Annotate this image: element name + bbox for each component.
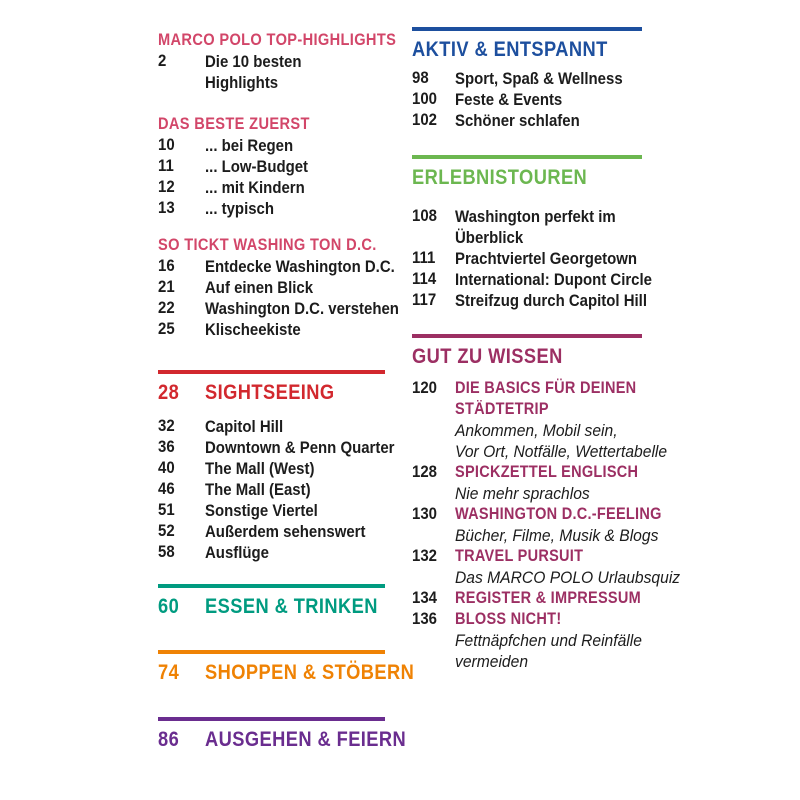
entry-topic-title-line-text: TRAVEL PURSUIT [455,547,584,565]
entry-text [455,546,681,588]
toc-entry [158,135,398,156]
entry-page-number-text: 11 [158,156,174,175]
section-entries [158,256,398,340]
entry-page-number-text: 100 [412,89,437,108]
entry-line [455,89,662,110]
entry-page-number-text: 134 [412,588,437,607]
entry-page-number [412,290,455,311]
entry-line-text: Washington perfekt im [455,207,616,226]
entry-line [205,72,398,93]
entry-page-number-text: 108 [412,206,437,225]
toc-entry [412,588,662,609]
entry-page-number-text: 12 [158,177,175,196]
entry-topic-title-line-text: WASHINGTON D.C.-FEELING [455,505,662,523]
entry-line-text: Highlights [205,73,279,92]
toc-entry [412,609,662,672]
entry-line-text: Ausflüge [205,543,270,562]
entry-page-number-text: 2 [158,51,167,70]
toc-entry [412,269,662,290]
section-title-text: MARCO POLO TOP-HIGHLIGHTS [158,30,397,49]
entry-subtitle-line [455,525,662,546]
toc-section [158,650,415,685]
entry-text [205,177,398,198]
entry-line-text: Feste & Events [455,90,563,109]
section-entries [158,135,398,219]
entry-page-number [158,135,205,156]
section-title [205,727,442,752]
toc-section [412,334,681,672]
entry-line-text: The Mall (East) [205,480,311,499]
toc-entry [158,500,398,521]
entry-page-number [158,437,205,458]
entry-page-number-text: 136 [412,609,437,628]
entry-page-number [158,156,205,177]
section-rule [412,155,642,159]
entry-line-text: Schöner schlafen [455,111,580,130]
chapter-page-number-text: 74 [158,660,180,684]
section-title [412,165,618,190]
entry-page-number [412,546,455,588]
entry-text [205,437,398,458]
entry-subtitle-line-text: vermeiden [455,652,529,671]
chapter-page-number-text: 86 [158,727,180,751]
entry-page-number [158,500,205,521]
entry-text [455,609,662,672]
entry-text [205,479,398,500]
toc-section [158,113,398,219]
toc-entry [158,521,398,542]
section-title-text: SIGHTSEEING [205,380,335,404]
toc-entry [412,68,662,89]
entry-text [455,462,662,504]
entry-text [455,588,662,609]
toc-entry [412,378,668,462]
entry-page-number-text: 51 [158,500,175,519]
entry-line [205,277,398,298]
entry-line [205,479,398,500]
entry-page-number-text: 25 [158,319,175,338]
entry-topic-title-line-text: STÄDTETRIP [455,400,549,418]
entry-page-number-text: 52 [158,521,175,540]
entry-page-number [158,198,205,219]
section-title [412,37,642,62]
entry-subtitle-line-text: Nie mehr sprachlos [455,484,590,503]
entry-line-text: ... bei Regen [205,136,294,155]
toc-section [412,155,662,311]
entry-subtitle-line [455,441,668,462]
entry-page-number-text: 36 [158,437,175,456]
entry-text [205,256,398,277]
toc-entry [158,51,398,93]
toc-section [412,27,662,131]
toc-entry [158,437,398,458]
entry-page-number-text: 132 [412,546,437,565]
entry-line [455,248,662,269]
entry-page-number-text: 114 [412,269,437,288]
section-title-text: SHOPPEN & STÖBERN [205,660,415,684]
section-title [205,380,357,405]
section-rule [412,27,642,31]
chapter-heading [158,380,398,405]
toc-section [158,234,398,340]
toc-entry [158,277,398,298]
entry-page-number [158,479,205,500]
entry-line [205,156,398,177]
section-rule [158,370,385,374]
entry-topic-title-line [455,378,662,399]
entry-page-number-text: 40 [158,458,175,477]
entry-line-text: Überblick [455,228,524,247]
entry-subtitle-line-text: Ankommen, Mobil sein, [455,421,618,440]
left-column [158,29,415,752]
entry-line [455,206,662,227]
entry-page-number [412,206,455,248]
toc-entry [412,89,662,110]
toc-entry [412,546,681,588]
entry-page-number-text: 111 [412,248,436,267]
entry-page-number-text: 130 [412,504,437,523]
section-title [205,594,408,619]
entry-line-text: ... typisch [205,199,275,218]
entry-page-number [158,416,205,437]
entry-line [205,521,398,542]
entry-line [205,416,398,437]
entry-line-text: Streifzug durch Capitol Hill [455,291,647,310]
entry-page-number-text: 32 [158,416,175,435]
entry-subtitle-line-text: Vor Ort, Notfälle, Wettertabelle [455,442,668,461]
section-entries [412,68,662,131]
section-title-text: ESSEN & TRINKEN [205,594,378,618]
chapter-heading [412,344,662,369]
entry-subtitle-line [455,420,662,441]
toc-section [158,584,398,619]
section-title [158,29,398,50]
entry-page-number-text: 120 [412,378,437,397]
entry-line-text: Auf einen Blick [205,278,314,297]
entry-page-number [158,542,205,563]
entry-text [455,89,662,110]
entry-line-text: ... mit Kindern [205,178,305,197]
toc-section [158,717,407,752]
entry-line-text: International: Dupont Circle [455,270,652,289]
entry-page-number-text: 21 [158,277,175,296]
entry-text [455,68,662,89]
entry-line [455,110,662,131]
entry-line-text: Sport, Spaß & Wellness [455,69,623,88]
entry-page-number-text: 10 [158,135,175,154]
entry-page-number [158,277,205,298]
entry-page-number-text: 128 [412,462,437,481]
entry-topic-title-line [455,588,662,609]
entry-page-number [158,177,205,198]
entry-page-number [158,521,205,542]
chapter-heading [412,165,662,190]
entry-subtitle-line [455,630,662,651]
section-title [158,234,398,255]
section-rule [412,334,642,338]
entry-page-number [412,89,455,110]
entry-topic-title-line-text: SPICKZETTEL ENGLISCH [455,463,639,481]
entry-page-number [158,458,205,479]
entry-page-number [158,256,205,277]
entry-line [455,227,662,248]
section-title-text: DAS BESTE ZUERST [158,114,310,133]
entry-line [205,256,398,277]
chapter-page-number [158,380,205,405]
toc-entry [158,458,398,479]
entry-line-text: Prachtviertel Georgetown [455,249,638,268]
entry-subtitle-line-text: Fettnäpfchen und Reinfälle [455,631,642,650]
entry-topic-title-line-text: BLOSS NICHT! [455,610,562,628]
toc-entry [412,110,662,131]
entry-page-number-text: 117 [412,290,437,309]
entry-line [455,269,662,290]
section-rule [158,584,385,588]
entry-line-text: Entdecke Washington D.C. [205,257,395,276]
entry-page-number-text: 16 [158,256,175,275]
entry-topic-title-line [455,504,662,525]
entry-text [205,198,398,219]
chapter-heading [158,727,407,752]
entry-text [455,110,662,131]
entry-page-number [158,319,205,340]
toc-entry [412,462,662,504]
entry-text [455,290,662,311]
entry-page-number [412,609,455,672]
entry-line [205,177,398,198]
entry-line [205,437,398,458]
right-column [412,27,681,672]
toc-entry [412,504,662,546]
entry-topic-title-line [455,609,662,630]
entry-line-text: Die 10 besten [205,52,302,71]
toc-entry [158,298,398,319]
entry-line-text: ... Low-Budget [205,157,309,176]
entry-text [205,135,398,156]
chapter-page-number [158,594,205,619]
section-entries [158,51,398,93]
entry-line [455,68,662,89]
entry-line [455,290,662,311]
entry-text [205,458,398,479]
section-rule [158,650,385,654]
entry-line [205,458,398,479]
entry-page-number-text: 102 [412,110,437,129]
entry-subtitle-line [455,483,662,504]
section-title-text: AKTIV & ENTSPANNT [412,37,608,61]
chapter-heading [412,37,662,62]
entry-line [205,135,398,156]
entry-line [205,319,398,340]
entry-text [205,298,398,319]
section-entries [158,416,398,563]
entry-line [205,298,398,319]
entry-page-number [412,462,455,504]
entry-text [205,51,398,93]
toc-section [158,29,398,93]
section-title [158,113,398,134]
entry-text [455,248,662,269]
toc-entry [412,248,662,269]
entry-page-number-text: 22 [158,298,175,317]
entry-text [205,500,398,521]
entry-line-text: Sonstige Viertel [205,501,318,520]
toc-section [158,370,398,563]
entry-line-text: Washington D.C. verstehen [205,299,399,318]
entry-subtitle-line-text: Das MARCO POLO Urlaubsquiz [455,568,681,587]
entry-topic-title-line [455,462,662,483]
entry-page-number-text: 98 [412,68,429,87]
entry-line-text: Capitol Hill [205,417,284,436]
entry-text [205,319,398,340]
entry-text [455,206,662,248]
entry-line [205,542,398,563]
entry-topic-title-line-text: REGISTER & IMPRESSUM [455,589,641,607]
entry-text [205,521,398,542]
toc-entry [158,479,398,500]
entry-line [205,500,398,521]
entry-page-number [412,68,455,89]
entry-page-number [412,269,455,290]
chapter-page-number [158,660,205,685]
entry-text [205,542,398,563]
section-title [412,344,589,369]
section-entries [412,206,662,311]
section-entries [412,378,681,672]
entry-page-number [158,51,205,93]
entry-subtitle-line [455,651,662,672]
toc-entry [158,177,398,198]
toc-entry [158,198,398,219]
entry-text [455,269,662,290]
entry-line-text: Außerdem sehenswert [205,522,366,541]
entry-text [205,277,398,298]
chapter-page-number-text: 60 [158,594,180,618]
entry-text [205,156,398,177]
section-rule [158,717,385,721]
section-title-text: SO TICKT WASHING TON D.C. [158,235,377,254]
entry-page-number-text: 46 [158,479,175,498]
toc-entry [158,416,398,437]
chapter-heading [158,594,398,619]
entry-page-number [412,248,455,269]
toc-entry [158,256,398,277]
toc-entry [412,290,662,311]
entry-line-text: The Mall (West) [205,459,315,478]
entry-page-number [412,504,455,546]
section-title-text: GUT ZU WISSEN [412,344,563,368]
entry-topic-title-line [455,546,662,567]
entry-line-text: Downtown & Penn Quarter [205,438,395,457]
entry-line [205,51,398,72]
chapter-page-number-text: 28 [158,380,180,404]
entry-page-number [412,588,455,609]
entry-topic-title-line [455,399,662,420]
entry-subtitle-line [455,567,681,588]
section-title-text: ERLEBNISTOUREN [412,165,588,189]
toc-entry [158,156,398,177]
entry-page-number-text: 58 [158,542,175,561]
entry-page-number [158,298,205,319]
entry-line [205,198,398,219]
toc-entry [158,319,398,340]
entry-text [455,378,668,462]
chapter-heading [158,660,415,685]
toc-entry [158,542,398,563]
chapter-page-number [158,727,205,752]
entry-topic-title-line-text: DIE BASICS FÜR DEINEN [455,379,637,397]
entry-text [205,416,398,437]
entry-page-number [412,378,455,462]
section-title-text: AUSGEHEN & FEIERN [205,727,407,751]
entry-line-text: Klischeekiste [205,320,301,339]
entry-page-number [412,110,455,131]
toc-entry [412,206,662,248]
entry-text [455,504,662,546]
entry-page-number-text: 13 [158,198,175,217]
entry-subtitle-line-text: Bücher, Filme, Musik & Blogs [455,526,659,545]
